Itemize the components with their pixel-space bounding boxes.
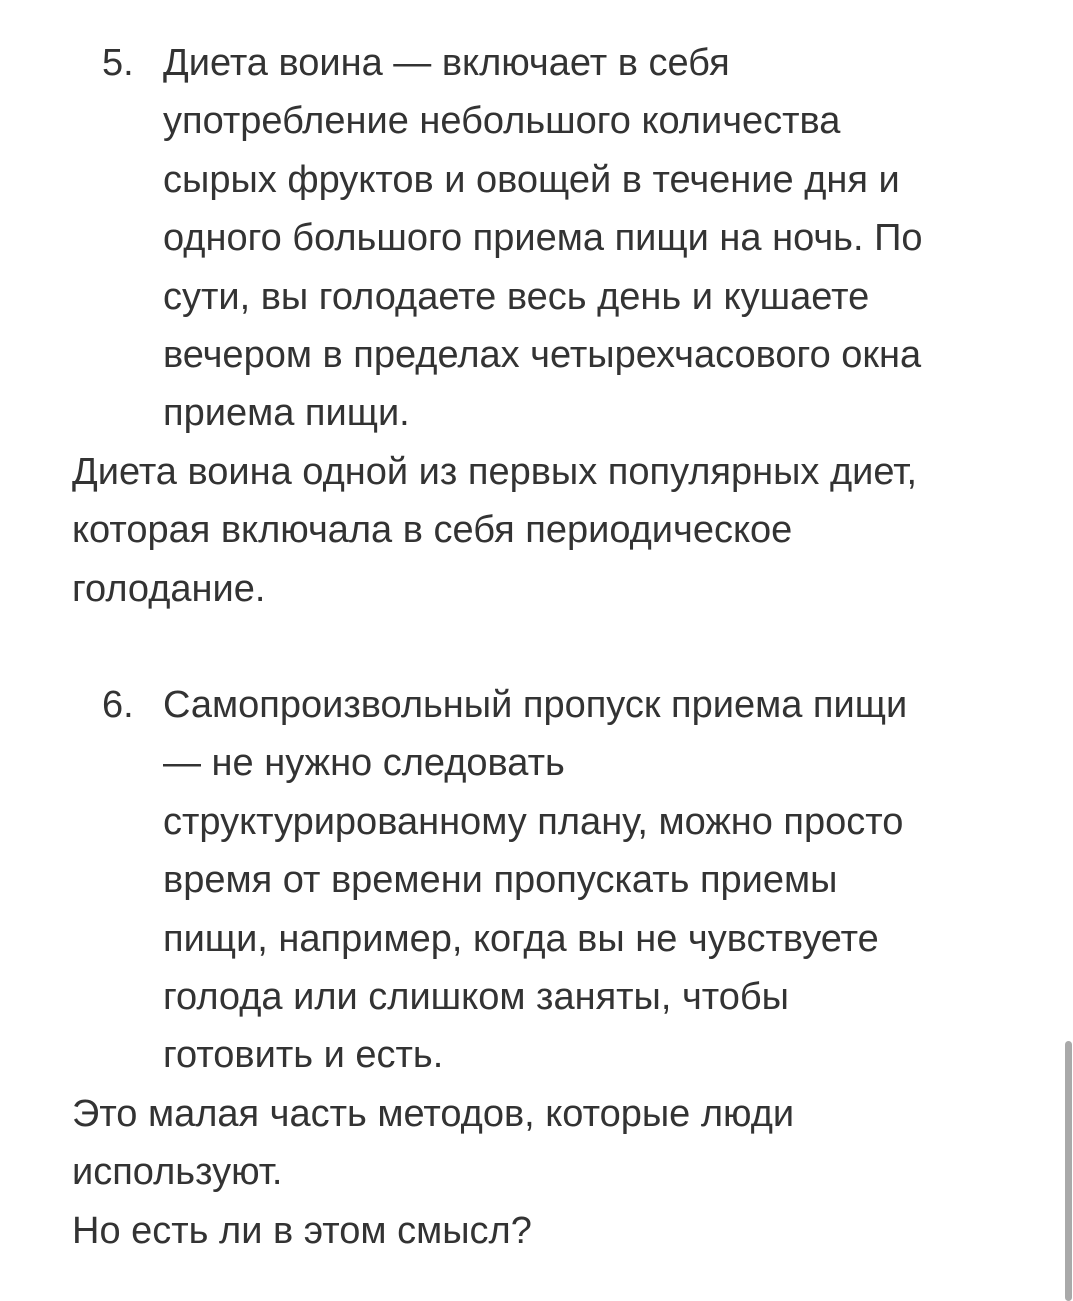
list-item-text-line: пищи, например, когда вы не чувствуете xyxy=(163,917,879,960)
list-item-text-line: одного большого приема пищи на ночь. По xyxy=(163,217,923,260)
list-item-text-line: сути, вы голодаете весь день и кушаете xyxy=(163,275,870,318)
list-number: 5. xyxy=(102,42,134,84)
list-item-text-line: употребление небольшого количества xyxy=(163,100,841,143)
list-item-text-line: вечером в пределах четырехчасового окна xyxy=(163,334,922,376)
list-item-text-line: Диета воина — включает в себя xyxy=(163,42,730,84)
paragraph-text-line: используют. xyxy=(72,1151,283,1194)
paragraph-text-line: голодание. xyxy=(72,567,266,610)
list-item-text-line: — не нужно следовать xyxy=(163,742,565,785)
list-number: 6. xyxy=(102,684,134,726)
list-item-text-line: готовить и есть. xyxy=(163,1034,444,1077)
paragraph-text-line: Диета воина одной из первых популярных диет, xyxy=(72,450,917,493)
paragraph-text-line: которая включала в себя периодическое xyxy=(72,509,793,552)
paragraph-text-line: Это малая часть методов, которые люди xyxy=(72,1092,795,1135)
list-item-text-line: время от времени пропускать приемы xyxy=(163,859,838,902)
list-item-text-line: приема пищи. xyxy=(163,392,410,435)
scrollbar[interactable] xyxy=(1065,1041,1072,1301)
list-item-text-line: Самопроизвольный пропуск приема пищи xyxy=(163,684,908,726)
paragraph-text-line: Но есть ли в этом смысл? xyxy=(72,1209,532,1252)
list-item-text-line: структурированному плану, можно просто xyxy=(163,800,904,843)
list-item-text-line: голода или слишком заняты, чтобы xyxy=(163,976,789,1018)
list-item-text-line: сырых фруктов и овощей в течение дня и xyxy=(163,158,900,201)
